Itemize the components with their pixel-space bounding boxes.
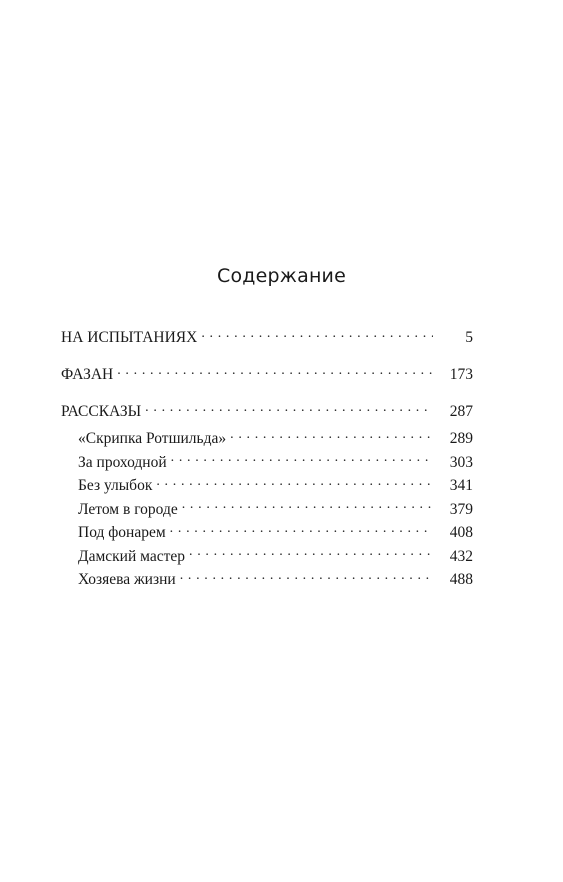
toc-entry-page: 5 — [465, 329, 473, 346]
toc-entry-label: НА ИСПЫТАНИЯХ — [61, 329, 198, 346]
toc-entry — [61, 363, 473, 386]
toc-subentry-label: За проходной — [78, 453, 167, 471]
toc-subentry — [61, 568, 473, 592]
toc-entry — [61, 400, 473, 423]
toc-subentry-page: 303 — [449, 453, 473, 471]
toc-subentry — [61, 451, 473, 475]
toc-subentry — [61, 545, 473, 569]
dot-leader — [156, 475, 433, 491]
dot-leader — [230, 428, 433, 444]
dot-leader — [189, 545, 433, 561]
dot-leader — [171, 451, 433, 467]
toc-entry-label: РАССКАЗЫ — [61, 403, 142, 420]
toc-entry-label: ФАЗАН — [61, 366, 114, 383]
toc-subentry — [61, 427, 473, 451]
toc-subentry-page: 341 — [449, 477, 473, 494]
toc-subentry-label: «Скрипка Ротшильда» — [78, 430, 227, 447]
dot-leader — [145, 401, 433, 417]
dot-leader — [180, 569, 433, 585]
toc-subentry-label: Летом в городе — [78, 500, 178, 518]
toc-subentry-page: 289 — [449, 430, 473, 447]
toc-subentry-label: Дамский мастер — [78, 547, 186, 565]
toc-subentry-label: Хозяева жизни — [78, 571, 176, 588]
toc-subentry-page: 432 — [449, 547, 473, 565]
toc-subentry-label: Под фонарем — [78, 524, 166, 541]
toc-subentry — [61, 521, 473, 545]
toc-subentry-page: 379 — [449, 500, 473, 518]
dot-leader — [170, 522, 433, 538]
dot-leader — [201, 327, 433, 343]
toc-title: Содержание — [217, 265, 346, 287]
toc-subentry-page: 408 — [449, 524, 473, 541]
toc-entry-page: 287 — [449, 403, 473, 420]
toc-subentry-page: 488 — [449, 571, 473, 588]
dot-leader — [182, 498, 433, 514]
toc-entry-page: 173 — [449, 366, 473, 383]
dot-leader — [117, 364, 433, 380]
toc-entry — [61, 326, 473, 349]
toc-subentry — [61, 474, 473, 498]
table-of-contents — [61, 326, 473, 592]
toc-subentry — [61, 498, 473, 522]
toc-subentry-label: Без улыбок — [78, 477, 153, 494]
